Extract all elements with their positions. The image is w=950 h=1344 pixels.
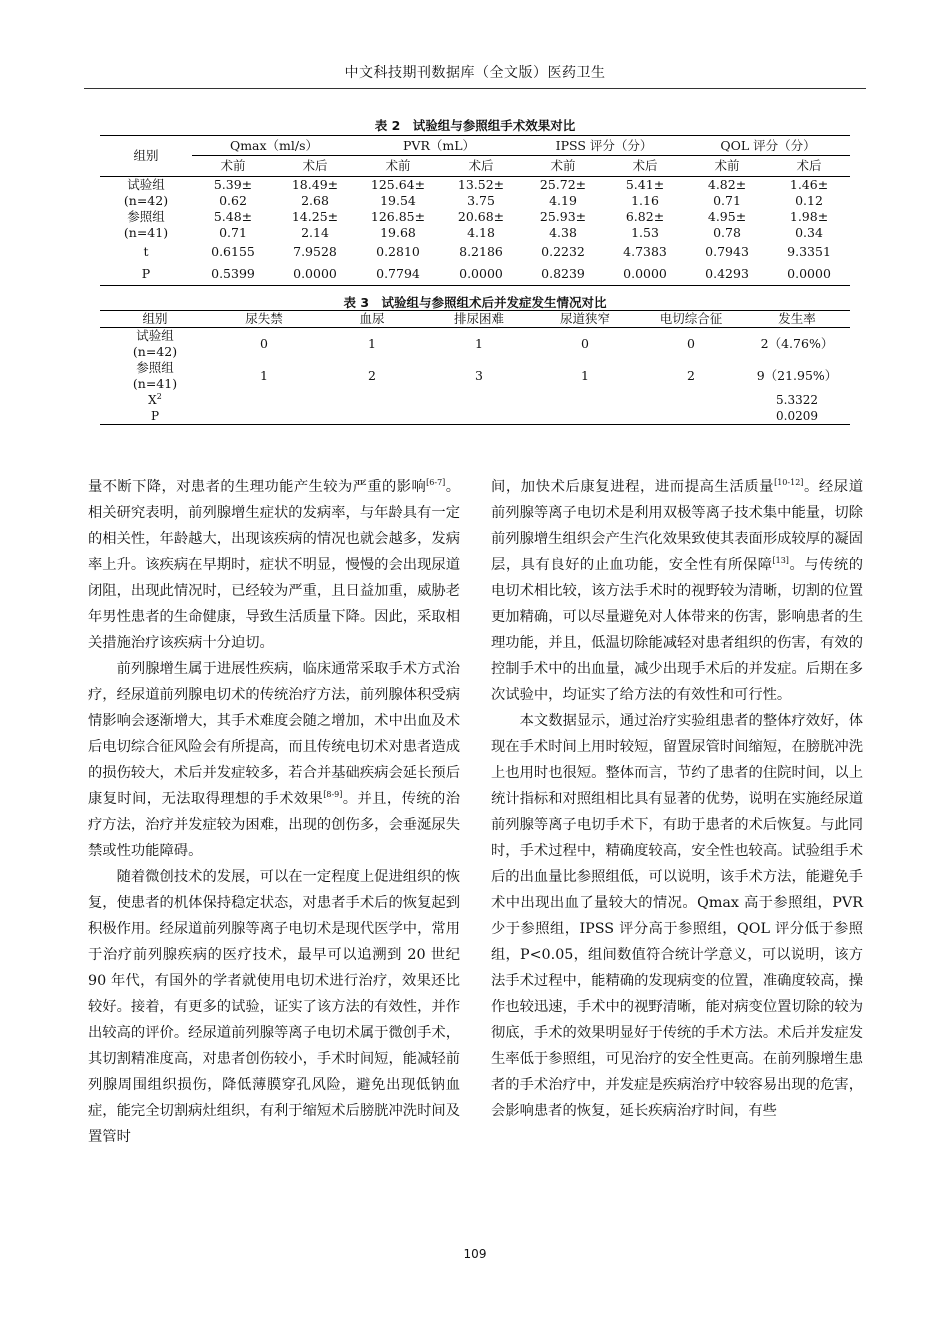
chi-value: 5.3322 bbox=[776, 393, 818, 407]
t-value: 8.2186 bbox=[459, 244, 503, 259]
metric-header-qmax: Qmax（ml/s） bbox=[192, 136, 356, 156]
chi-label: $X^2$ bbox=[148, 392, 162, 407]
body-column-right bbox=[491, 474, 863, 1124]
data-cell: 3 bbox=[475, 368, 483, 383]
col-header: 排尿困难 bbox=[426, 311, 532, 328]
data-cell: 4.82± 0.71 bbox=[707, 177, 747, 208]
paragraph: 量不断下降，对患者的生理功能产生较为严重的影响[6-7]。相关研究表明，前列腺增生症状的发病率，与年龄具有一定的相关性，年龄越大，出现该疾病的情况也就会越多，发病率上升。该疾病在早期时，症状不明显，慢慢的会出现尿道闭阻，出现此情况时，已经较为严重，且日益加重，威胁老年男性患者的生命健康，导致生活质量下降。因此，采取相关措施治疗该疾病十分迫切。 bbox=[88, 478, 460, 651]
p-row bbox=[100, 408, 850, 425]
group-cell: 试验组 (n=42) bbox=[132, 328, 178, 359]
p-value: 0.0000 bbox=[787, 266, 831, 281]
data-cell: 1 bbox=[581, 368, 589, 383]
sub-header: 术后 bbox=[274, 156, 356, 177]
col-header: 尿道狭窄 bbox=[532, 311, 638, 328]
data-cell: 1 bbox=[475, 336, 483, 351]
paragraph: 随着微创技术的发展，可以在一定程度上促进组织的恢复，使患者的机体保持稳定状态，对患者手术后的恢复起到积极作用。经尿道前列腺等离子电切术是现代医学中，常用于治疗前列腺疾病的医疗技术，最早可以追溯到 20 世纪 90 年代，有国外的学者就使用电切术进行治疗，效果还比较好。接着，有更多的试验，证实了该方法的有效性，并作出较高的评价。经尿道前列腺等离子电切术属于微创手术，其切割精准度高，对患者创伤较小，手术时间短，能减轻前列腺周围组织损伤，降低薄膜穿孔风险，避免出现低钠血症，能完全切割病灶组织，有利于缩短术后膀胱冲洗时间及置管时 bbox=[88, 869, 460, 1145]
table-row bbox=[100, 328, 850, 361]
p-row bbox=[100, 263, 850, 286]
data-cell: 25.72± 4.19 bbox=[539, 177, 587, 208]
p-label: P bbox=[150, 409, 160, 423]
data-cell: 25.93± 4.38 bbox=[539, 209, 587, 240]
rate-cell: 2（4.76%） bbox=[760, 336, 834, 351]
sub-header: 术前 bbox=[686, 156, 768, 177]
col-header: 电切综合征 bbox=[638, 311, 744, 328]
t-value: 0.7943 bbox=[705, 244, 749, 259]
table-row bbox=[100, 177, 850, 210]
metric-header-pvr: PVR（mL） bbox=[356, 136, 522, 156]
paragraph: 间，加快术后康复进程，进而提高生活质量[10-12]。经尿道前列腺等离子电切术是利用双极等离子技术集中能量，切除前列腺增生组织会产生汽化效果致使其表面形成较厚的凝固层，具有良好的止血功能，安全性有所保障[13]。与传统的电切术相比较，该方法手术时的视野较为清晰，切割的位置更加精确，可以尽量避免对人体带来的伤害，影响患者的生理功能，并且，低温切除能减轻对患者组织的伤害，有效的控制手术中的出血量，减少出现手术后的并发症。后期在多次试验中，均证实了给方法的有效性和可行性。 bbox=[491, 478, 864, 703]
data-cell: 18.49± 2.68 bbox=[291, 177, 339, 208]
body-column-left bbox=[88, 474, 460, 1150]
data-cell: 14.25± 2.14 bbox=[291, 209, 339, 240]
data-cell: 4.95± 0.78 bbox=[707, 209, 747, 240]
data-cell: 5.48± 0.71 bbox=[213, 209, 253, 240]
sub-header: 术前 bbox=[192, 156, 274, 177]
sub-header: 术后 bbox=[440, 156, 522, 177]
col-header: 尿失禁 bbox=[210, 311, 318, 328]
data-cell: 1 bbox=[368, 336, 376, 351]
citation: [10-12] bbox=[774, 478, 804, 487]
t-value: 4.7383 bbox=[623, 244, 667, 259]
data-cell: 1.98± 0.34 bbox=[789, 209, 829, 240]
group-cell: 试验组 (n=42) bbox=[123, 177, 169, 208]
group-header: 组别 bbox=[100, 136, 192, 177]
header-rule bbox=[84, 88, 866, 89]
table-row bbox=[100, 209, 850, 241]
table2 bbox=[100, 135, 850, 286]
p-label: P bbox=[141, 266, 151, 281]
col-header: 血尿 bbox=[318, 311, 426, 328]
citation: [8-9] bbox=[323, 790, 343, 799]
col-header: 发生率 bbox=[744, 311, 850, 328]
data-cell: 125.64± 19.54 bbox=[370, 177, 426, 208]
p-value: 0.8239 bbox=[541, 266, 585, 281]
group-cell: 参照组 (n=41) bbox=[123, 209, 169, 240]
data-cell: 20.68± 4.18 bbox=[457, 209, 505, 240]
t-value: 0.2810 bbox=[376, 244, 420, 259]
p-value: 0.0209 bbox=[776, 409, 818, 423]
t-value: 9.3351 bbox=[787, 244, 831, 259]
table-row bbox=[100, 360, 850, 392]
paragraph: 前列腺增生属于进展性疾病，临床通常采取手术方式治疗，经尿道前列腺电切术的传统治疗方法，前列腺体积受病情影响会逐渐增大，其手术难度会随之增加，术中出血及术后电切综合征风险会有所提高，而且传统电切术对患者造成的损伤较大，术后并发症较多，若合并基础疾病会延长预后康复时间，无法取得理想的手术效果[8-9]。并且，传统的治疗方法，治疗并发症较为困难，出现的创伤多，会垂涎尿失禁或性功能障碍。 bbox=[88, 661, 460, 859]
chi-row bbox=[100, 392, 850, 408]
t-row bbox=[100, 241, 850, 263]
data-cell: 6.82± 1.53 bbox=[625, 209, 665, 240]
table3-caption: 表 3 试验组与参照组术后并发症发生情况对比 bbox=[343, 295, 607, 310]
p-value: 0.0000 bbox=[623, 266, 667, 281]
col-header: 组别 bbox=[100, 311, 210, 328]
sub-header: 术后 bbox=[604, 156, 686, 177]
journal-header: 中文科技期刊数据库（全文版）医药卫生 bbox=[344, 65, 606, 81]
t-value: 0.6155 bbox=[211, 244, 255, 259]
data-cell: 2 bbox=[687, 368, 695, 383]
t-label: t bbox=[143, 244, 149, 259]
group-cell: 参照组 (n=41) bbox=[132, 360, 178, 391]
t-value: 7.9528 bbox=[293, 244, 337, 259]
paragraph: 本文数据显示，通过治疗实验组患者的整体疗效好，体现在手术时间上用时较短，留置尿管时间缩短，在膀胱冲洗上也用时也很短。整体而言，节约了患者的住院时间，以上统计指标和对照组相比具有显著的优势，说明在实施经尿道前列腺等离子电切手术下，有助于患者的术后恢复。与此同时，手术过程中，精确度较高，安全性也较高。试验组手术后的出血量比参照组低，可以说明，该手术方法，能避免手术中出现出血了量较大的情况。Qmax 高于参照组，PVR 少于参照组，IPSS 评分高于参照组，QOL 评分低于参照组，P<0.05，组间数值符合统计学意义，可以说明，该方法手术过程中，能精确的发现病变的位置，准确度较高，操作也较迅速，手术中的视野清晰，能对病变位置切除的较为彻底，手术的效果明显好于传统的手术方法。术后并发症发生率低于参照组，可见治疗的安全性更高。在前列腺增生患者的手术治疗中，并发症是疾病治疗中较容易出现的危害，会影响患者的恢复，延长疾病治疗时间，有些 bbox=[491, 713, 863, 1119]
data-cell: 2 bbox=[368, 368, 376, 383]
metric-header-ipss: IPSS 评分（分） bbox=[522, 136, 686, 156]
rate-cell: 9（21.95%） bbox=[756, 368, 838, 383]
t-value: 0.2232 bbox=[541, 244, 585, 259]
p-value: 0.0000 bbox=[293, 266, 337, 281]
data-cell: 0 bbox=[260, 336, 268, 351]
p-value: 0.7794 bbox=[376, 266, 420, 281]
data-cell: 1 bbox=[260, 368, 268, 383]
citation: [6-7] bbox=[426, 478, 446, 487]
data-cell: 0 bbox=[687, 336, 695, 351]
data-cell: 1.46± 0.12 bbox=[789, 177, 829, 208]
data-cell: 0 bbox=[581, 336, 589, 351]
data-cell: 5.41± 1.16 bbox=[625, 177, 665, 208]
p-value: 0.0000 bbox=[459, 266, 503, 281]
p-value: 0.4293 bbox=[705, 266, 749, 281]
sub-header: 术前 bbox=[356, 156, 440, 177]
p-value: 0.5399 bbox=[211, 266, 255, 281]
sub-header: 术前 bbox=[522, 156, 604, 177]
data-cell: 126.85± 19.68 bbox=[370, 209, 426, 240]
table3 bbox=[100, 310, 850, 425]
page-number: 109 bbox=[463, 1247, 487, 1261]
data-cell: 13.52± 3.75 bbox=[457, 177, 505, 208]
data-cell: 5.39± 0.62 bbox=[213, 177, 253, 208]
sub-header: 术后 bbox=[768, 156, 850, 177]
table2-caption: 表 2 试验组与参照组手术效果对比 bbox=[374, 118, 576, 133]
metric-header-qol: QOL 评分（分） bbox=[686, 136, 850, 156]
citation: [13] bbox=[772, 556, 789, 565]
